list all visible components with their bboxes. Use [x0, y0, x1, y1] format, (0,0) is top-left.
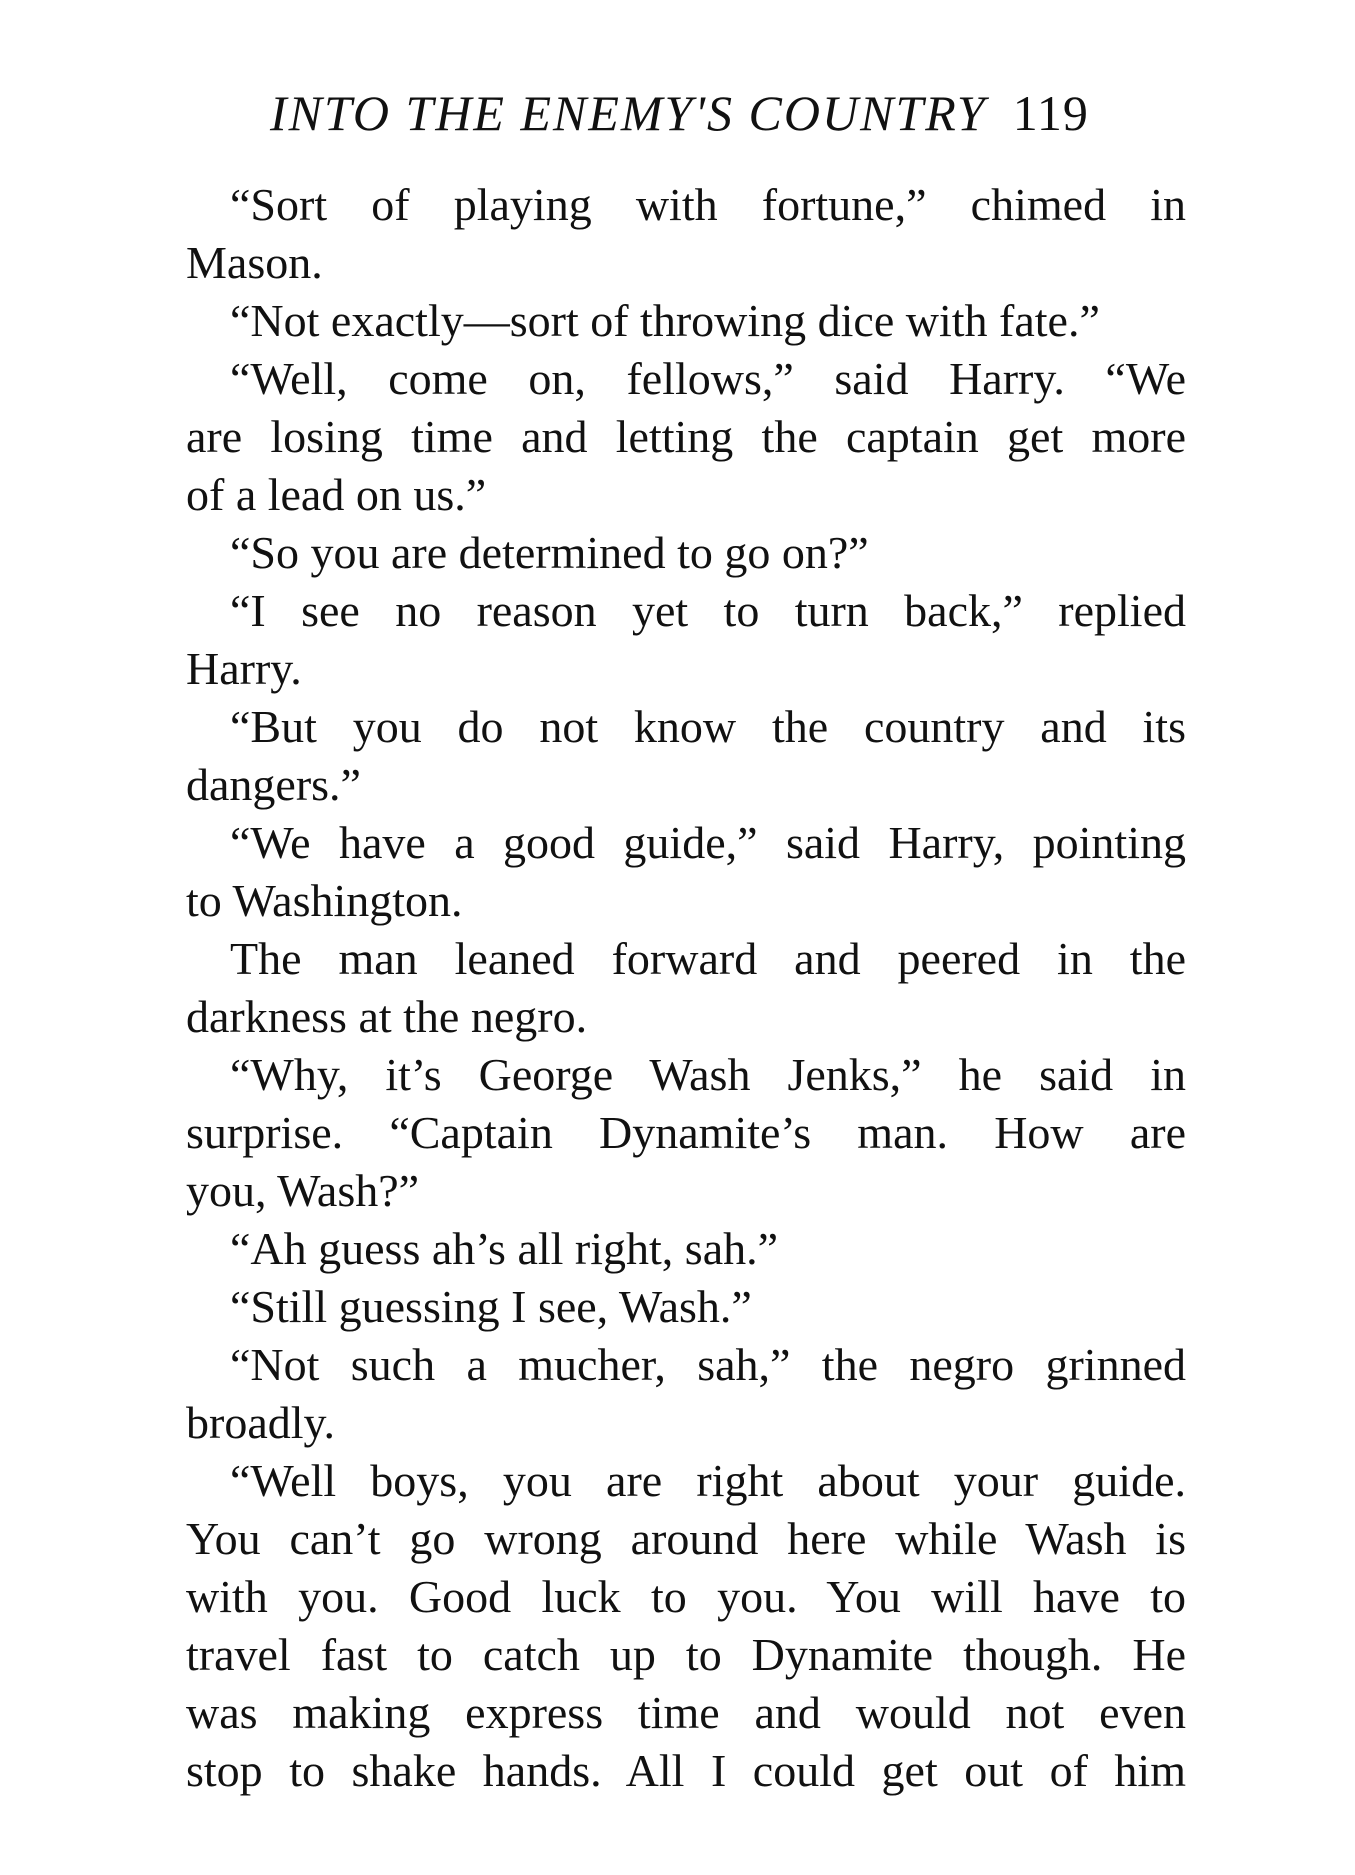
text-line: “Sort of playing with fortune,” chimed in [230, 179, 1186, 230]
text-line: “So you are determined to go on?” [230, 527, 869, 578]
text-line: with you. Good luck to you. You will have to [186, 1571, 1186, 1622]
text-line: “Well, come on, fellows,” said Harry. “We [230, 353, 1186, 404]
text-line: The man leaned forward and peered in the [230, 933, 1186, 984]
text-line: “Why, it’s George Wash Jenks,” he said in [230, 1049, 1186, 1100]
text-line: “Ah guess ah’s all right, sah.” [230, 1223, 779, 1274]
text-line: Harry. [186, 643, 302, 694]
text-line: “Not exactly—sort of throwing dice with fate.” [230, 295, 1100, 346]
running-head [270, 78, 1190, 148]
text-line: to Washington. [186, 875, 463, 926]
text-line: “We have a good guide,” said Harry, pointing [230, 817, 1186, 868]
text-line: travel fast to catch up to Dynamite though. He [186, 1629, 1186, 1680]
text-line: “Not such a mucher, sah,” the negro grinned [230, 1339, 1186, 1390]
page-number: 119 [1012, 85, 1089, 141]
text-line: of a lead on us.” [186, 469, 487, 520]
text-line: are losing time and letting the captain get more [186, 411, 1186, 462]
text-line: “Well boys, you are right about your guide. [230, 1455, 1186, 1506]
text-line: surprise. “Captain Dynamite’s man. How are [186, 1107, 1186, 1158]
text-line: you, Wash?” [186, 1165, 420, 1216]
text-line: You can’t go wrong around here while Wash is [186, 1513, 1186, 1564]
text-line: was making express time and would not even [186, 1687, 1186, 1738]
text-line: darkness at the negro. [186, 991, 588, 1042]
text-line: dangers.” [186, 759, 361, 810]
running-title: INTO THE ENEMY'S COUNTRY [270, 85, 987, 141]
text-line: Mason. [186, 237, 323, 288]
text-line: “I see no reason yet to turn back,” replied [230, 585, 1186, 636]
body-text [186, 176, 1186, 1800]
text-line: stop to shake hands. All I could get out of him [186, 1745, 1186, 1796]
text-line: “Still guessing I see, Wash.” [230, 1281, 752, 1332]
text-line: broadly. [186, 1397, 336, 1448]
text-line: “But you do not know the country and its [230, 701, 1186, 752]
